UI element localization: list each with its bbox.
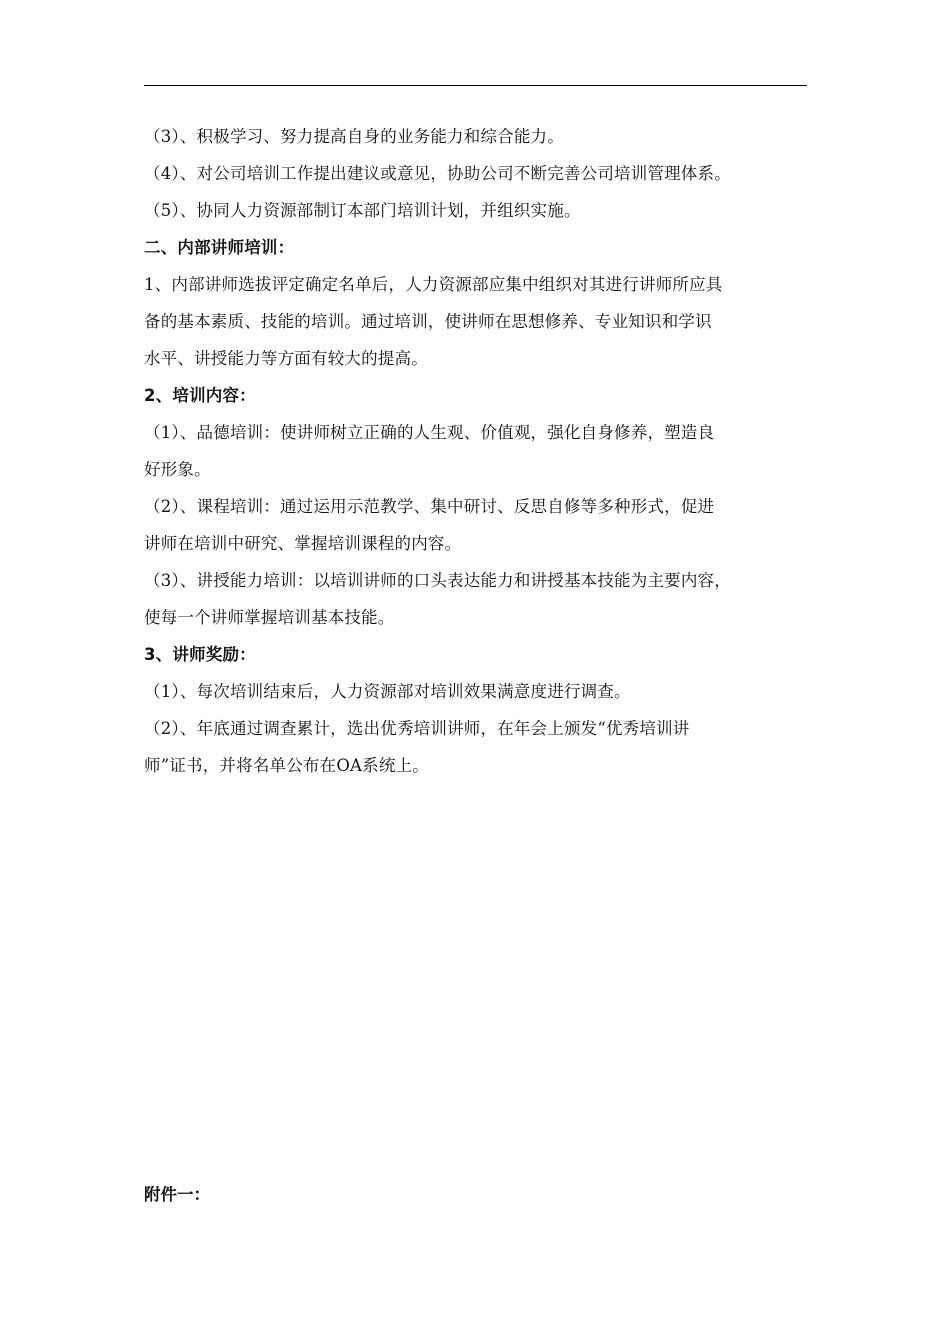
list-item-4: （4）、对公司培训工作提出建议或意见，协助公司不断完善公司培训管理体系。	[144, 164, 731, 183]
content-item-3-line-1: （3）、讲授能力培训：以培训讲师的口头表达能力和讲授基本技能为主要内容，	[144, 571, 731, 590]
section-heading-internal-trainer: 二、内部讲师培训：	[144, 238, 295, 257]
reward-item-2-line-1: （2）、年底通过调查累计，选出优秀培训讲师，在年会上颁发“优秀培训讲	[144, 719, 690, 738]
content-item-2-line-1: （2）、课程培训：通过运用示范教学、集中研讨、反思自修等多种形式，促进	[144, 497, 715, 516]
content-item-1-line-2: 好形象。	[144, 460, 211, 479]
header-rule	[144, 85, 807, 86]
subheading-training-content: 2、培训内容：	[144, 386, 256, 405]
list-item-3: （3）、积极学习、努力提高自身的业务能力和综合能力。	[144, 127, 564, 146]
content-item-3-line-2: 使每一个讲师掌握培训基本技能。	[144, 608, 395, 627]
reward-item-1: （1）、每次培训结束后，人力资源部对培训效果满意度进行调查。	[144, 682, 631, 701]
paragraph-1-line-1: 1、内部讲师选拔评定确定名单后，人力资源部应集中组织对其进行讲师所应具	[144, 275, 723, 294]
list-item-5: （5）、协同人力资源部制订本部门培训计划，并组织实施。	[144, 201, 581, 220]
annex-label: 附件一：	[144, 1185, 210, 1204]
paragraph-1-line-3: 水平、讲授能力等方面有较大的提高。	[144, 349, 428, 368]
reward-item-2-line-2: 师”证书，并将名单公布在OA系统上。	[144, 756, 429, 775]
paragraph-1-line-2: 备的基本素质、技能的培训。通过培训，使讲师在思想修养、专业知识和学识	[144, 312, 712, 331]
subheading-trainer-rewards: 3、讲师奖励：	[144, 645, 256, 664]
document-body	[144, 118, 816, 784]
content-item-2-line-2: 讲师在培训中研究、掌握培训课程的内容。	[144, 534, 462, 553]
content-item-1-line-1: （1）、品德培训：使讲师树立正确的人生观、价值观，强化自身修养，塑造良	[144, 423, 715, 442]
